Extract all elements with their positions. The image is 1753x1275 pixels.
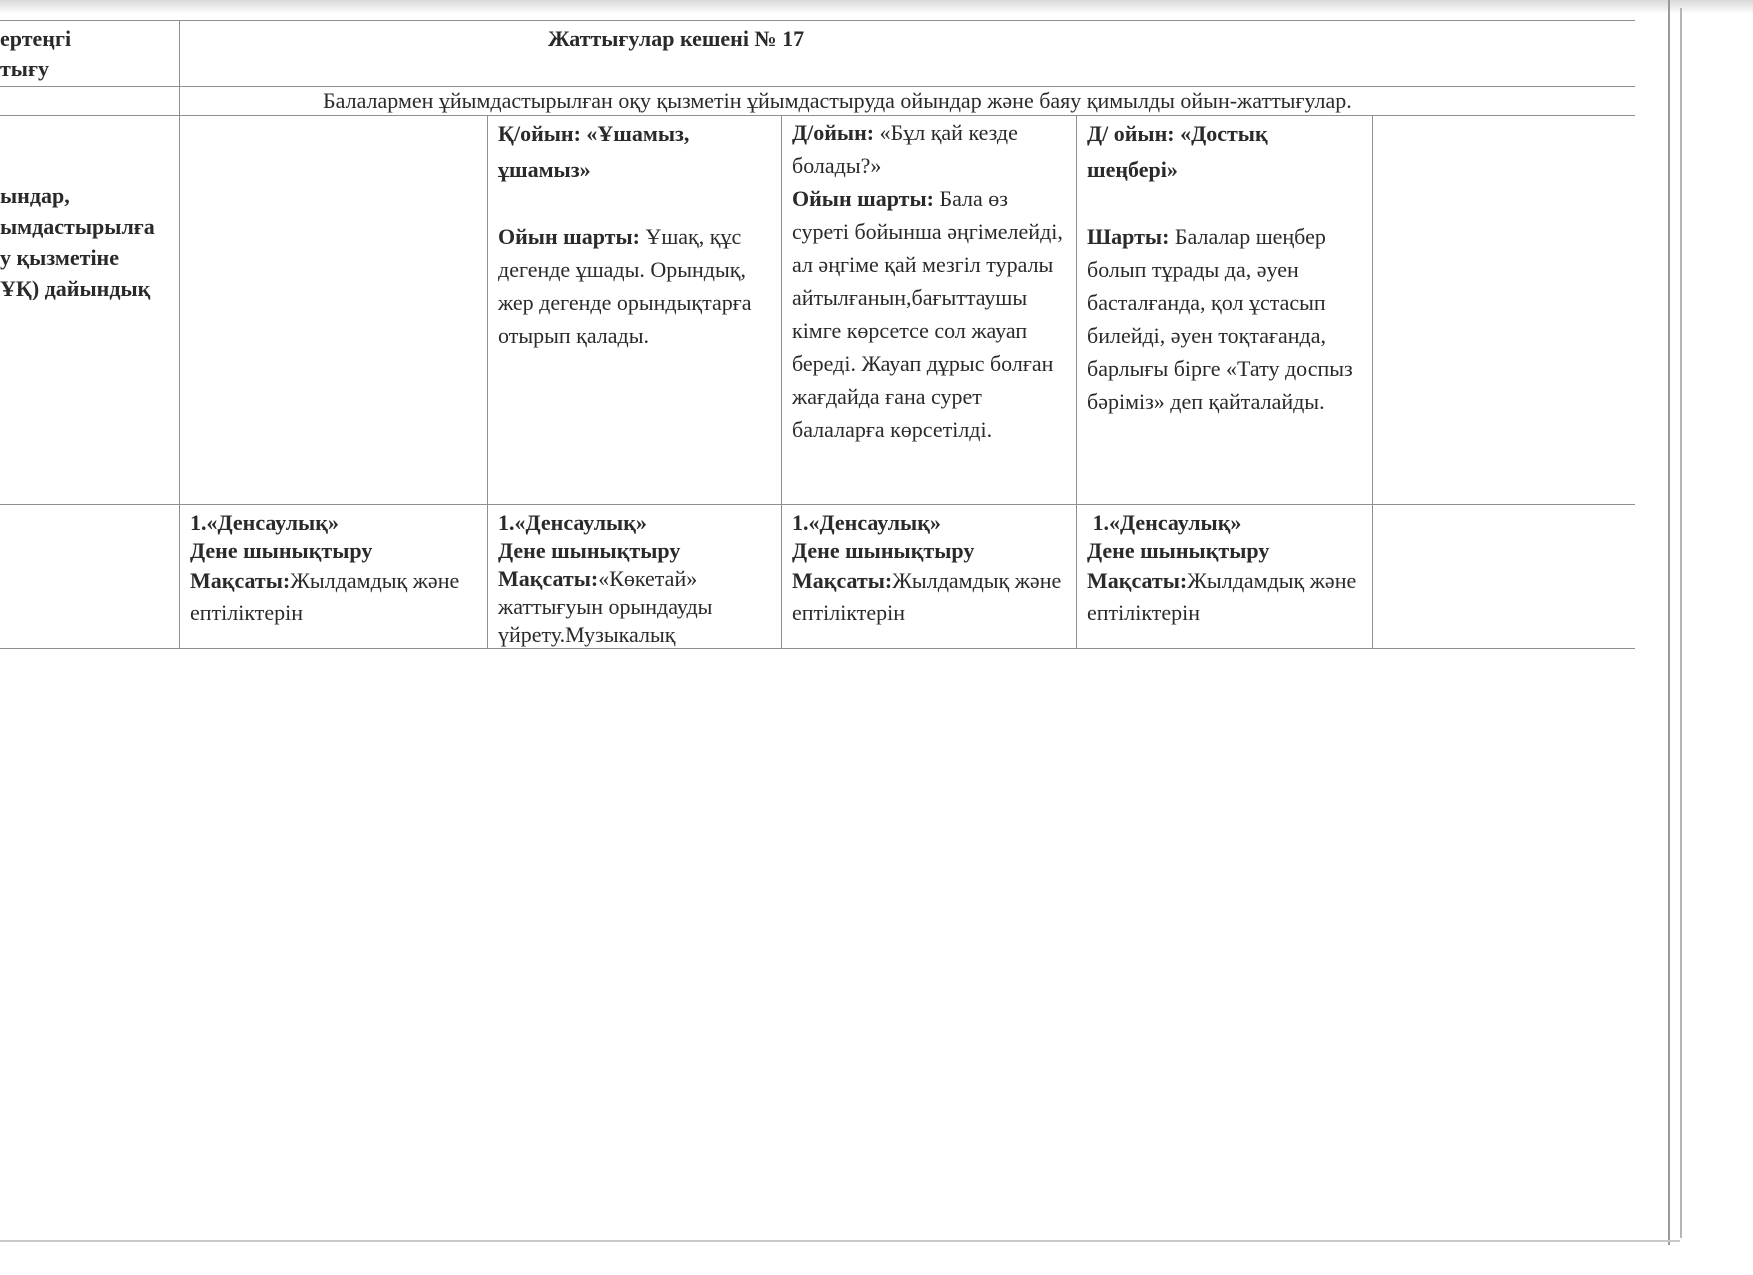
- goal-label: Мақсаты:: [190, 568, 291, 593]
- goal-text: «Көкетай» жаттығуын орындауды үйрету.Музыкалық: [498, 566, 713, 647]
- page-bottom-edge: [0, 1240, 1680, 1242]
- game-title: Д/ойын:: [792, 120, 875, 145]
- game-cell-ushamyz: [488, 116, 781, 504]
- game-rule-text: Бала өз суреті бойынша әңгімелейді, ал әңгіме қай мезгіл туралы айтылғанын,бағыттаушы кімге көрсетсе сол жауап береді. Жауап дұрыс болған жағдайда ғана сурет балаларға көрсетілді.: [792, 186, 1063, 442]
- exercise-complex-title: [180, 20, 1635, 86]
- organized-activity-text: Балалармен ұйымдастырылған оқу қызметін ұйымдастыруда ойындар және баяу қимылды ойын-жаттығулар.: [323, 88, 1352, 113]
- row-label-morning-exercise: ертеңгі тығу: [0, 26, 72, 81]
- goal-text: Жылдамдық және ептіліктерін: [792, 568, 1062, 625]
- page-edge-line: [1668, 0, 1670, 1245]
- game-rule-label: Шарты:: [1087, 224, 1170, 249]
- table-border-bottom: [0, 648, 1635, 649]
- game-rule-text: Ұшақ, құс дегенде ұшады. Орындық, жер дегенде орындықтарға отырып қалады.: [498, 224, 752, 348]
- health-heading: 1.«Денсаулық»: [190, 510, 339, 535]
- goal-label: Мақсаты:: [1087, 568, 1188, 593]
- health-cell: [782, 505, 1076, 648]
- physical-education-label: Дене шынықтыру: [1087, 538, 1270, 563]
- row-label-activity-preparation: ындар, ымдастырылға у қызметіне ҰҚ) дайындық: [0, 183, 155, 300]
- physical-education-label: Дене шынықтыру: [498, 538, 681, 563]
- goal-label: Мақсаты:: [498, 566, 599, 591]
- health-heading: 1.«Денсаулық»: [1087, 510, 1242, 535]
- game-title: Д/ ойын: «Достық шеңбері»: [1087, 121, 1268, 182]
- goal-text: Жылдамдық және ептіліктерін: [190, 568, 460, 625]
- game-title: Қ/ойын: «Ұшамыз, ұшамыз»: [498, 121, 690, 182]
- game-rule-label: Ойын шарты:: [792, 186, 934, 211]
- goal-label: Мақсаты:: [792, 568, 893, 593]
- game-title-rest: «Бұл қай кезде болады?»: [792, 120, 1018, 178]
- exercise-complex-title-text: Жаттығулар кешені № 17: [548, 26, 805, 51]
- physical-education-label: Дене шынықтыру: [792, 538, 975, 563]
- health-cell: [180, 505, 487, 648]
- health-cell: [488, 505, 781, 648]
- game-cell-bul-kai-kezde: [782, 116, 1076, 504]
- organized-activity-note: [180, 86, 1635, 115]
- goal-text: Жылдамдық және ептіліктерін: [1087, 568, 1357, 625]
- health-heading: 1.«Денсаулық»: [792, 510, 941, 535]
- health-cell: [1077, 505, 1372, 648]
- game-cell-dostyk-shenberi: [1077, 116, 1372, 504]
- health-heading: 1.«Денсаулық»: [498, 510, 647, 535]
- table-column-divider: [1372, 115, 1373, 648]
- game-rule-text: Балалар шеңбер болып тұрады да, әуен басталғанда, қол ұстасып билейді, әуен тоқтағанда, барлығы бірге «Тату доспыз бәріміз» деп қайталайды.: [1087, 224, 1353, 414]
- scan-shadow-top: [0, 0, 1753, 14]
- physical-education-label: Дене шынықтыру: [190, 538, 373, 563]
- game-rule-label: Ойын шарты:: [498, 224, 640, 249]
- page-edge-line: [1680, 8, 1682, 1238]
